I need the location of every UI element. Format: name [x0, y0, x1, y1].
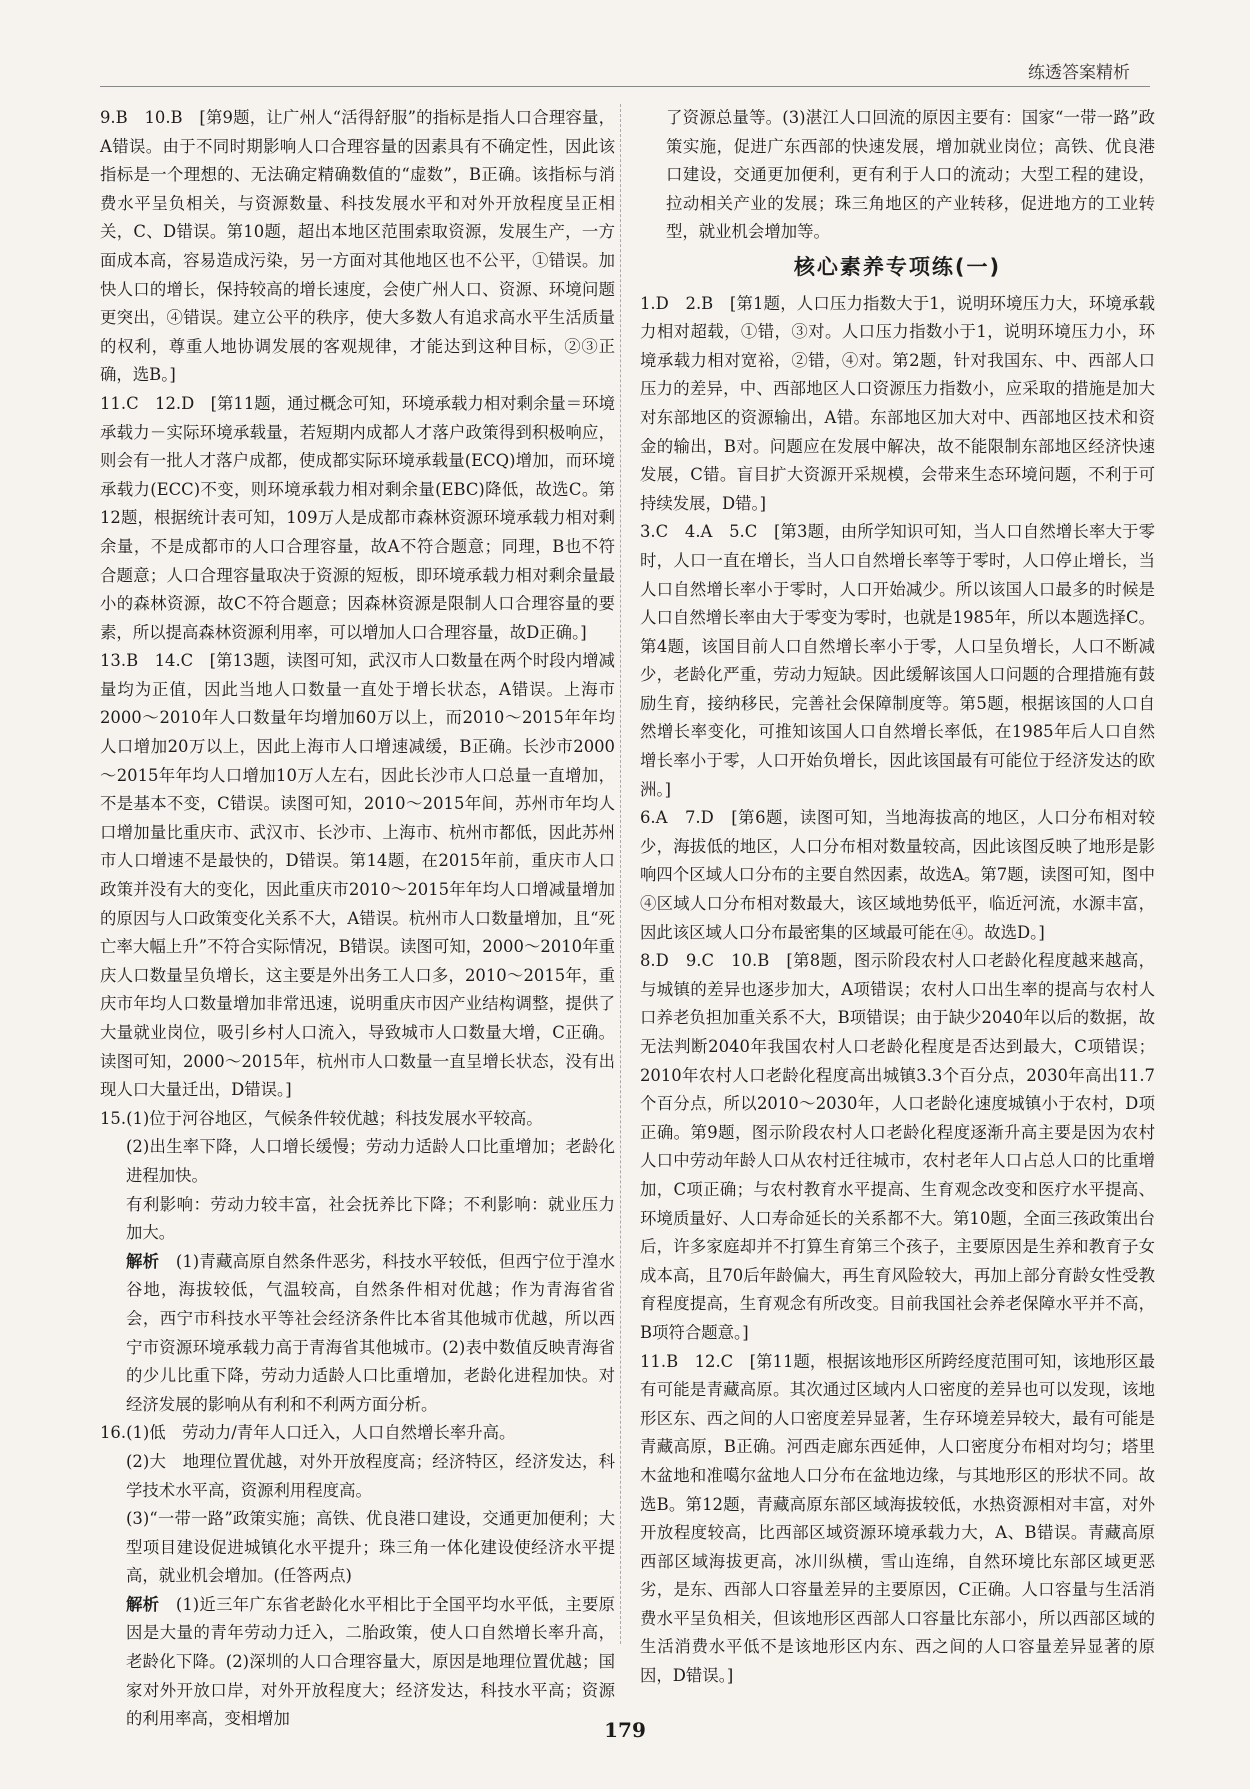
right-column [640, 104, 1155, 1691]
answer-15-part3: 有利影响：劳动力较丰富，社会抚养比下降；不利影响：就业压力加大。 [126, 1194, 615, 1243]
answer-13-14: 13.B 14.C [第13题，读图可知，武汉市人口数量在两个时段内增减量均为正值，因此当地人口数量一直处于增长状态，A错误。上海市2000～2010年人口数量年均增加60万以上，而2010～2015年年均人口增加20万以上，因此上海市人口增速减缓，B正确。长沙市2000～2015年年均人口增加10万人左右，因此长沙市人口总量一直增加，不是基本不变，C错误。读图可知，2010～2015年间，苏州市年均人口增加量比重庆市、武汉市、长沙市、上海市、杭州市都低，因此苏州市人口增速不是最快的，D错误。第14题，在2015年前，重庆市人口政策并没有大的变化，因此重庆市2010～2015年年均人口增减量增加的原因与人口政策变化关系不大，A错误。杭州市人口数量增加，且“死亡率大幅上升”不符合实际情况，B错误。读图可知，2000～2010年重庆人口数量呈负增长，这主要是外出务工人口多，2010～2015年，重庆市年均人口数量增加非常迅速，说明重庆市因产业结构调整，提供了大量就业岗位，吸引乡村人口流入，导致城市人口数量大增，C正确。读图可知，2000～2015年，杭州市人口数量一直呈增长状态，没有出现人口大量迁出，D错误。] [100, 651, 615, 1100]
analysis-label: 解析 [126, 1594, 160, 1614]
answer-6-7: 6.A 7.D [第6题，读图可知，当地海拔高的地区，人口分布相对较少，海拔低的地区，人口分布相对数量较高，因此该图反映了地形是影响四个区域人口分布的主要自然因素，故选A。第7题，读图可知，图中④区域人口分布相对数最大，该区域地势低平，临近河流，水源丰富，因此该区域人口分布最密集的区域最可能在④。故选D。] [640, 808, 1155, 942]
analysis-15-text: (1)青藏高原自然条件恶劣，科技水平较低，但西宁位于湟水谷地，海拔较低，气温较高，自然条件相对优越；作为青海省省会，西宁市科技水平等社会经济条件比本省其他城市优越，所以西宁市资源环境承载力高于青海省其他城市。(2)表中数值反映青海省的少儿比重下降，劳动力适龄人口比重增加，老龄化进程加快。对经济发展的影响从有利和不利两方面分析。 [126, 1251, 616, 1414]
answer-16-part1: 16.(1)低 劳动力/青年人口迁入，人口自然增长率升高。 [100, 1423, 516, 1443]
analysis-16-text: (1)近三年广东省老龄化水平相比于全国平均水平低，主要原因是大量的青年劳动力迁入，二胎政策，使人口自然增长率升高，老龄化下降。(2)深圳的人口合理容量大，原因是地理位置优越；国家对外开放口岸，对外开放程度大；经济发达，科技水平高；资源的利用率高，变相增加 [126, 1594, 616, 1729]
answer-15-part2: (2)出生率下降，人口增长缓慢；劳动力适龄人口比重增加；老龄化进程加快。 [126, 1137, 615, 1185]
running-header: 练透答案精析 [1028, 63, 1130, 83]
left-column [100, 104, 615, 1734]
answer-11-12-b: 11.B 12.C [第11题，根据该地形区所跨经度范围可知，该地形区最有可能是青藏高原。其次通过区域内人口密度的差异也可以发现，该地形区东、西之间的人口密度差异显著，生存环境差异较大，最有可能是青藏高原，B正确。河西走廊东西延伸，人口密度分布相对均匀；塔里木盆地和准噶尔盆地人口分布在盆地边缘，与其地形区的形状不同。故选B。第12题，青藏高原东部区域海拔较低，水热资源相对丰富，对外开放程度较高，比西部区域资源环境承载力大，A、B错误。青藏高原西部区域海拔更高，冰川纵横，雪山连绵，自然环境比东部区域更恶劣，是东、西部人口容量差异的主要原因，C正确。人口容量与生活消费水平呈负相关，但该地形区西部人口容量比东部小，所以西部区域的生活消费水平低不是该地形区内东、西之间的人口容量差异显著的原因，D错误。] [640, 1351, 1155, 1686]
answer-1-2: 1.D 2.B [第1题，人口压力指数大于1，说明环境压力大，环境承载力相对超载，①错，③对。人口压力指数小于1，说明环境压力小，环境承载力相对宽裕，②错，④对。第2题，针对我国东、中、西部人口压力的差异，中、西部地区人口资源压力指数小，应采取的措施是加大对东部地区的资源输出，A错。东部地区加大对中、西部地区技术和资金的输出，B对。问题应在发展中解决，故不能限制东部地区经济快速发展，C错。盲目扩大资源开采规模，会带来生态环境问题，不利于可持续发展，D错。] [640, 293, 1155, 513]
section-title: 核心素养专项练(一) [793, 254, 1002, 279]
column-divider [620, 104, 621, 1644]
page-number: 179 [604, 1718, 646, 1742]
answer-3-5: 3.C 4.A 5.C [第3题，由所学知识可知，当人口自然增长率大于零时，人口一直在增长，当人口自然增长率等于零时，人口停止增长，当人口自然增长率小于零时，人口开始减少。所以该国人口最多的时候是人口自然增长率由大于零变为零时，也就是1985年，所以本题选择C。第4题，该国目前人口自然增长率小于零，人口呈负增长，人口不断减少，老龄化严重，劳动力短缺。因此缓解该国人口问题的合理措施有鼓励生育，接纳移民，完善社会保障制度等。第5题，根据该国的人口自然增长率变化，可推知该国人口自然增长率低，在1985年后人口自然增长率小于零，人口开始负增长，因此该国最有可能位于经济发达的欧洲。] [640, 522, 1155, 799]
analysis-15 [100, 1248, 615, 1420]
analysis-16-continued: 了资源总量等。(3)湛江人口回流的原因主要有：国家“一带一路”政策实施，促进广东西部的快速发展，增加就业岗位；高铁、优良港口建设，交通更加便利，更有利于人口的流动；大型工程的建设，拉动相关产业的发展；珠三角地区的产业转移，促进地方的工业转型，就业机会增加等。 [666, 108, 1155, 242]
answer-9-10: 9.B 10.B [第9题，让广州人“活得舒服”的指标是指人口合理容量，A错误。由于不同时期影响人口合理容量的因素具有不确定性，因此该指标是一个理想的、无法确定精确数值的“虚数”，B正确。该指标与消费水平呈负相关，与资源数量、科技发展水平和对外开放程度呈正相关，C、D错误。第10题，超出本地区范围索取资源，发展生产，一方面成本高，容易造成污染，另一方面对其他地区也不公平，①错误。加快人口的增长，保持较高的增长速度，会使广州人口、资源、环境问题更突出，④错误。建立公平的秩序，使大多数人有追求高水平生活质量的权利，尊重人地协调发展的客观规律，才能达到这种目标，②③正确，选B。] [100, 108, 615, 385]
answer-8-10: 8.D 9.C 10.B [第8题，图示阶段农村人口老龄化程度越来越高，与城镇的差异也逐步加大，A项错误；农村人口出生率的提高与农村人口养老负担加重关系不大，B项错误；由于缺少2040年以后的数据，故无法判断2040年我国农村人口老龄化程度是否达到最大，C项错误；2010年农村人口老龄化程度高出城镇3.3个百分点，2030年高出11.7个百分点，所以2010～2030年，人口老龄化速度城镇小于农村，D项正确。第9题，图示阶段农村人口老龄化程度逐渐升高主要是因为农村人口中劳动年龄人口从农村迁往城市，农村老年人口占总人口的比重增加，C项正确；与农村教育水平提高、生育观念改变和医疗水平提高、环境质量好、人口寿命延长的关系都不大。第10题，全面三孩政策出台后，许多家庭却并不打算生育第三个孩子，主要原因是生养和教育子女成本高，且70后年龄偏大，再生育风险较大，再加上部分育龄女性受教育程度提高，生育观念有所改变。目前我国社会养老保障水平并不高，B项符合题意。] [640, 951, 1155, 1342]
answer-11-12: 11.C 12.D [第11题，通过概念可知，环境承载力相对剩余量＝环境承载力－实际环境承载量，若短期内成都人才落户政策得到积极响应，则会有一批人才落户成都，使成都实际环境承载量(ECQ)增加，而环境承载力(ECC)不变，则环境承载力相对剩余量(EBC)降低，故选C。第12题，根据统计表可知，109万人是成都市森林资源环境承载力相对剩余量，不是成都市的人口合理容量，故A不符合题意；同理，B也不符合题意；人口合理容量取决于资源的短板，即环境承载力相对剩余量最小的森林资源，故C不符合题意；因森林资源是限制人口合理容量的要素，所以提高森林资源利用率，可以增加人口合理容量，故D正确。] [100, 393, 615, 642]
answer-15-part1: 15.(1)位于河谷地区，气候条件较优越；科技发展水平较高。 [100, 1108, 543, 1128]
header-rule [100, 86, 1150, 87]
analysis-16 [100, 1591, 615, 1734]
answer-16-part2: (2)大 地理位置优越，对外开放程度高；经济特区，经济发达，科学技术水平高，资源利用程度高。 [126, 1451, 615, 1500]
answer-16-part3: (3)“一带一路”政策实施；高铁、优良港口建设，交通更加便利；大型项目建设促进城镇化水平提升；珠三角一体化建设使经济水平提高，就业机会增加。(任答两点) [126, 1509, 615, 1586]
analysis-label: 解析 [126, 1251, 160, 1271]
